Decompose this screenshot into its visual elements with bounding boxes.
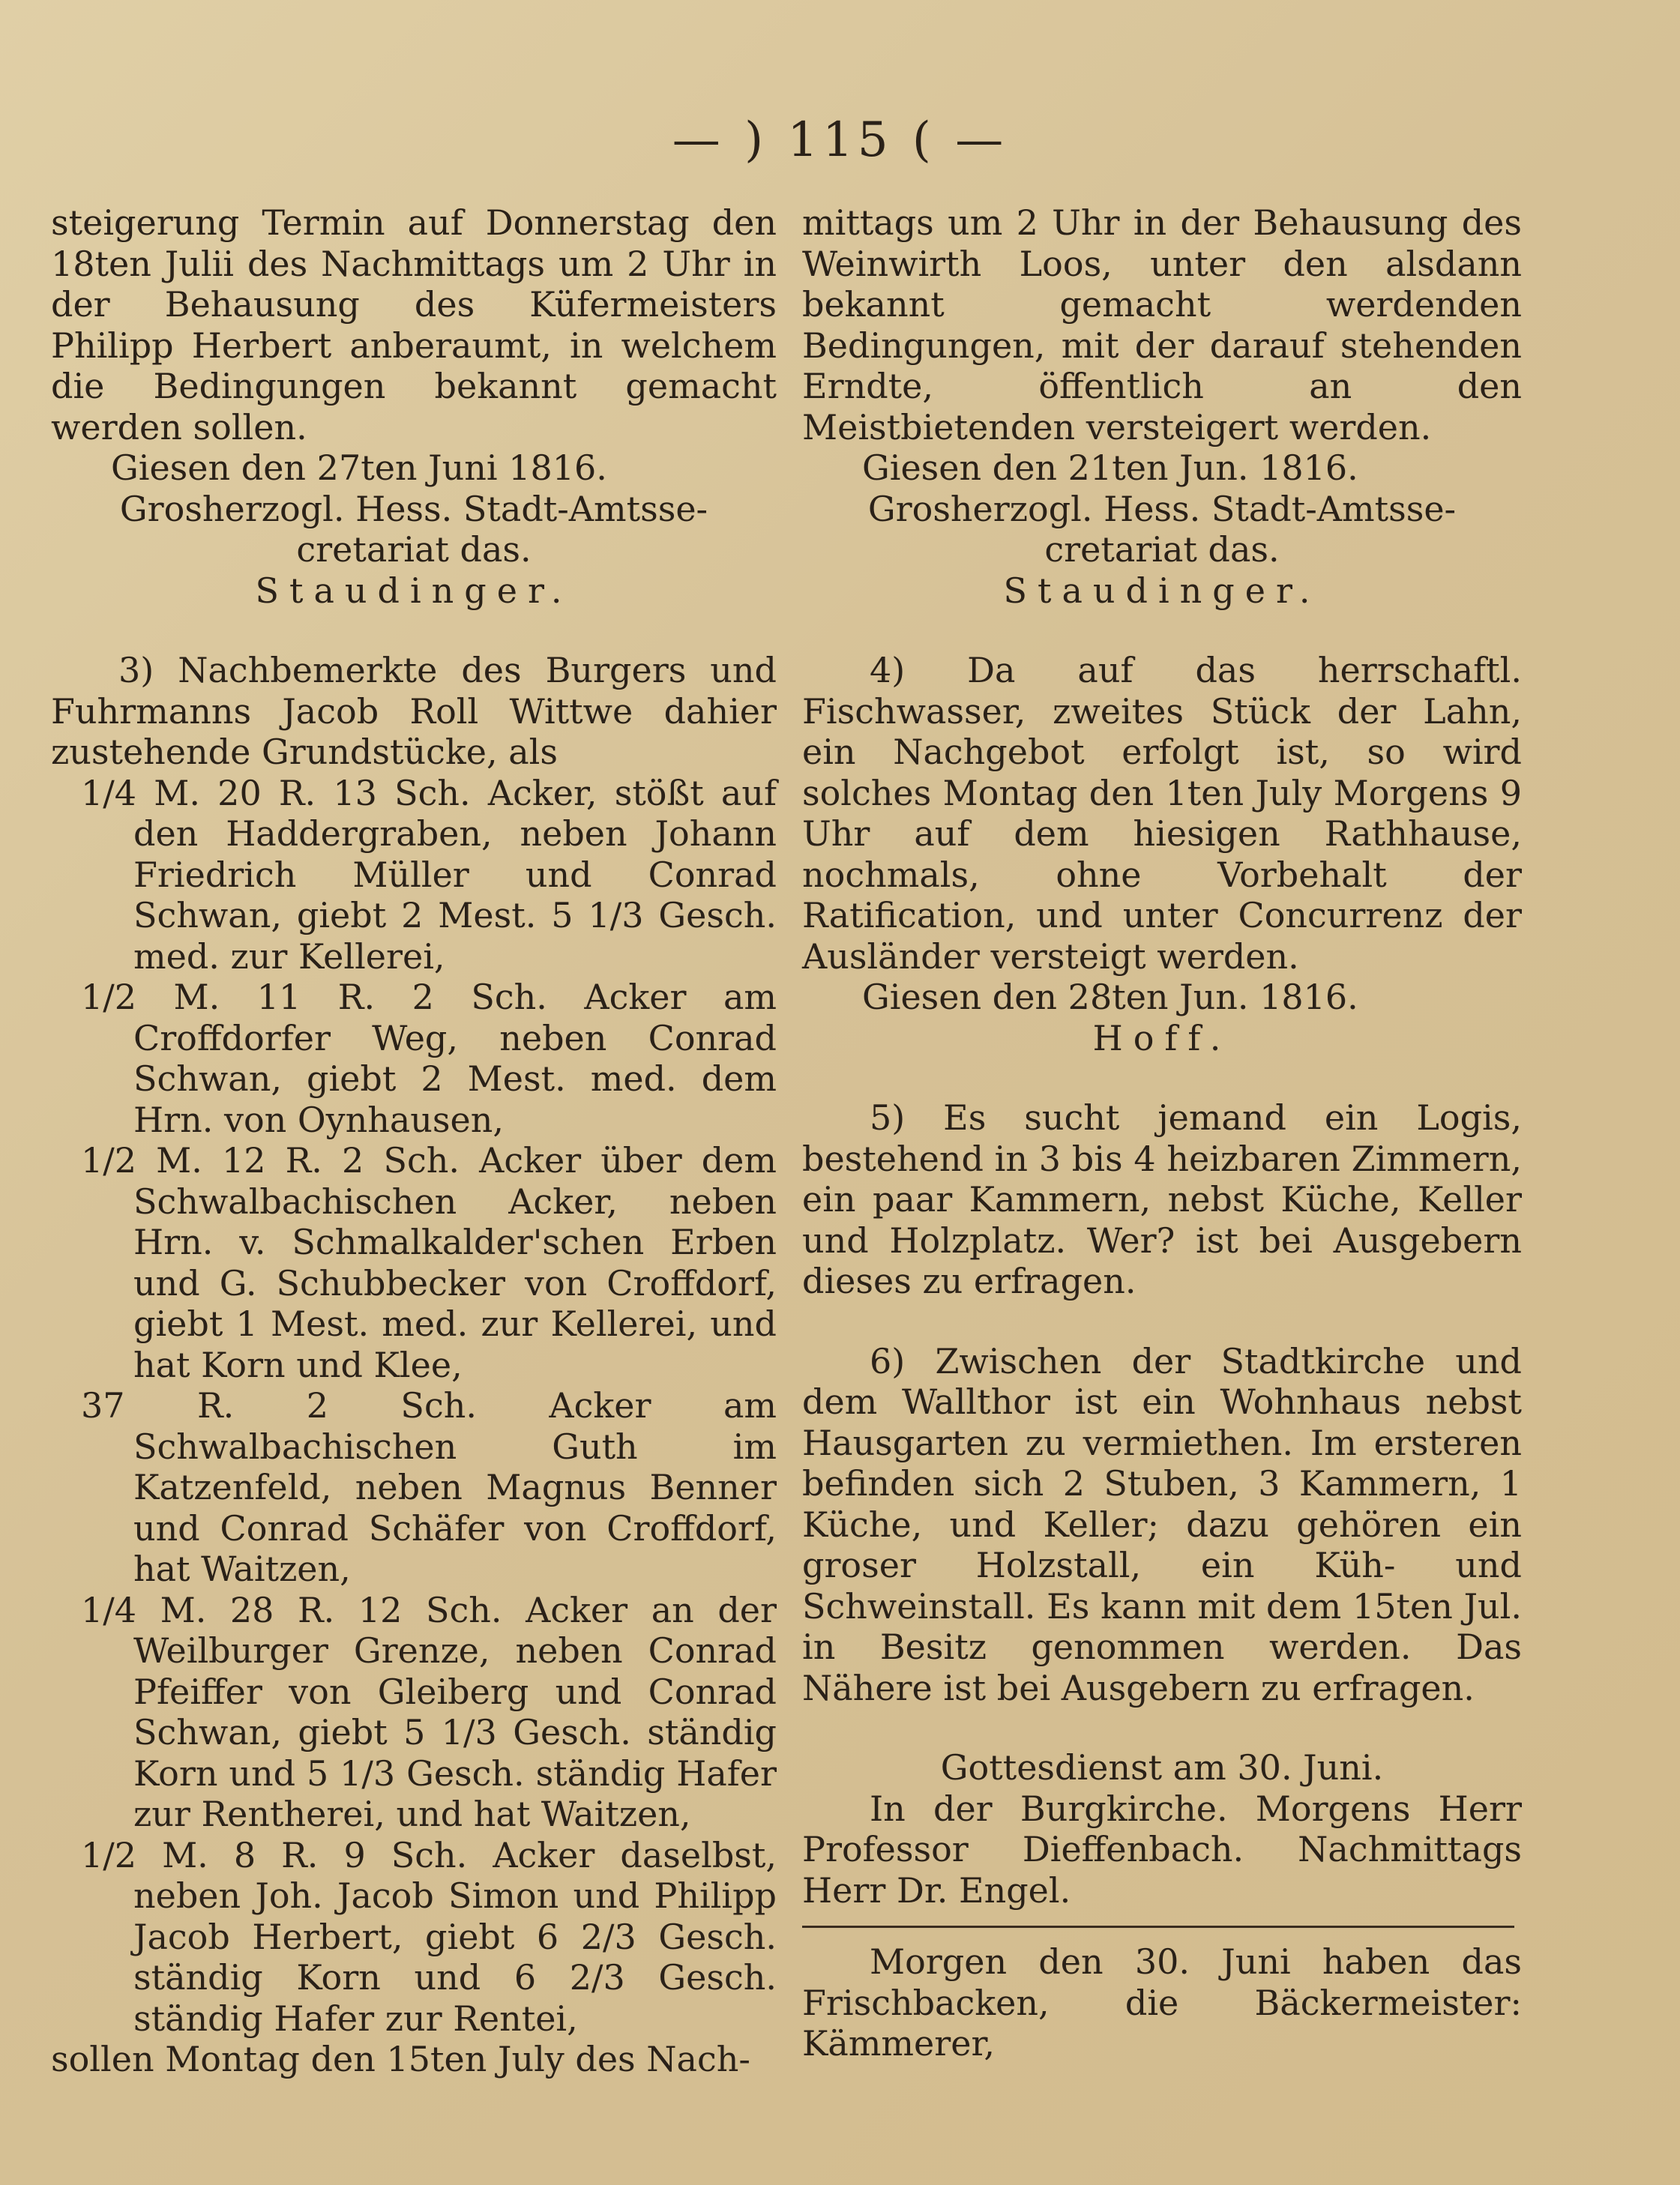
- land-item: 1/2 M. 8 R. 9 Sch. Acker daselbst, neben Joh. Jacob Simon und Philipp Jacob Herbert, giebt 6 2/3 Gesch. ständig Korn und 6 2/3 Gesch. ständig Hafer zur Rentei,: [81, 1834, 777, 2039]
- service-title: Gottesdienst am 30. Juni.: [940, 1747, 1384, 1788]
- land-item: 1/4 M. 20 R. 13 Sch. Acker, stößt auf den Haddergraben, neben Johann Friedrich Müller und Conrad Schwan, giebt 2 Mest. 5 1/3 Gesch. med. zur Kellerei,: [81, 772, 777, 977]
- office-line: Grosherzogl. Hess. Stadt-Amtsse-cretariat das.: [867, 488, 1457, 570]
- notice-6: 6) Zwischen der Stadtkirche und dem Wallthor ist ein Wohnhaus nebst Hausgarten zu vermiethen. Im ersteren befinden sich 2 Stuben, 3 Kammern, 1 Küche, und Keller; dazu gehören ein groser Holzstall, ein Küh- und Schweinstall. Es kann mit dem 15ten Jul. in Besitz genommen werden. Das Nähere ist bei Ausgebern zu erfragen.: [802, 1340, 1522, 1708]
- land-item: 1/4 M. 28 R. 12 Sch. Acker an der Weilburger Grenze, neben Conrad Pfeiffer von Gleiberg und Conrad Schwan, giebt 5 1/3 Gesch. ständig Korn und 5 1/3 Gesch. ständig Hafer zur Rentherei, und hat Waitzen,: [81, 1589, 777, 1834]
- right-column: [802, 202, 1522, 2064]
- left-column: [51, 202, 777, 2080]
- date-line: Giesen den 28ten Jun. 1816.: [862, 977, 1358, 1017]
- date-line: Giesen den 21ten Jun. 1816.: [862, 447, 1358, 488]
- notice-4: 4) Da auf das herrschaftl. Fischwasser, zweites Stück der Lahn, ein Nachgebot erfolgt ist, so wird solches Montag den 1ten July Morgens 9 Uhr auf dem hiesigen Rathhause, nochmals, ohne Vorbehalt der Ratification, und unter Concurrenz der Ausländer versteigt werden.: [802, 650, 1522, 977]
- continued-paragraph: mittags um 2 Uhr in der Behausung des Weinwirth Loos, unter den alsdann bekannt gemacht werdenden Bedingungen, mit der darauf stehenden Erndte, öffentlich an den Meistbietenden versteigert werden.: [802, 202, 1522, 447]
- signature: Staudinger.: [255, 570, 573, 611]
- land-item: 37 R. 2 Sch. Acker am Schwalbachischen Guth im Katzenfeld, neben Magnus Benner und Conrad Schäfer von Croffdorf, hat Waitzen,: [81, 1385, 777, 1589]
- notice-3-intro: 3) Nachbemerkte des Burgers und Fuhrmanns Jacob Roll Wittwe dahier zustehende Grundstücke, als: [51, 650, 777, 772]
- notice-5: 5) Es sucht jemand ein Logis, bestehend in 3 bis 4 heizbaren Zimmern, ein paar Kammern, nebst Küche, Keller und Holzplatz. Wer? ist bei Ausgebern dieses zu erfragen.: [802, 1097, 1522, 1301]
- office-line: Grosherzogl. Hess. Stadt-Amtsse-cretariat das.: [119, 488, 708, 570]
- bakers-notice: Morgen den 30. Juni haben das Frischbacken, die Bäckermeister: Kämmerer,: [802, 1941, 1522, 2064]
- intro-paragraph: steigerung Termin auf Donnerstag den 18ten Julii des Nachmittags um 2 Uhr in der Behausung des Küfermeisters Philipp Herbert anberaumt, in welchem die Bedingungen bekannt gemacht werden sollen.: [51, 202, 777, 447]
- signature: Staudinger.: [1003, 570, 1321, 611]
- closing-line: sollen Montag den 15ten July des Nach-: [51, 2039, 750, 2079]
- service-text: In der Burgkirche. Morgens Herr Professor Dieffenbach. Nachmittags Herr Dr. Engel.: [802, 1788, 1522, 1911]
- date-line: Giesen den 27ten Juni 1816.: [111, 447, 607, 488]
- signature: Hoff.: [1092, 1017, 1232, 1058]
- divider-rule: [802, 1926, 1514, 1928]
- land-item: 1/2 M. 12 R. 2 Sch. Acker über dem Schwalbachischen Acker, neben Hrn. v. Schmalkalder'schen Erben und G. Schubbecker von Croffdorf, giebt 1 Mest. med. zur Kellerei, und hat Korn und Klee,: [81, 1140, 777, 1385]
- land-item: 1/2 M. 11 R. 2 Sch. Acker am Croffdorfer Weg, neben Conrad Schwan, giebt 2 Mest. med. dem Hrn. von Oynhausen,: [81, 977, 777, 1140]
- page-number-header: — ) 115 ( —: [672, 112, 1008, 168]
